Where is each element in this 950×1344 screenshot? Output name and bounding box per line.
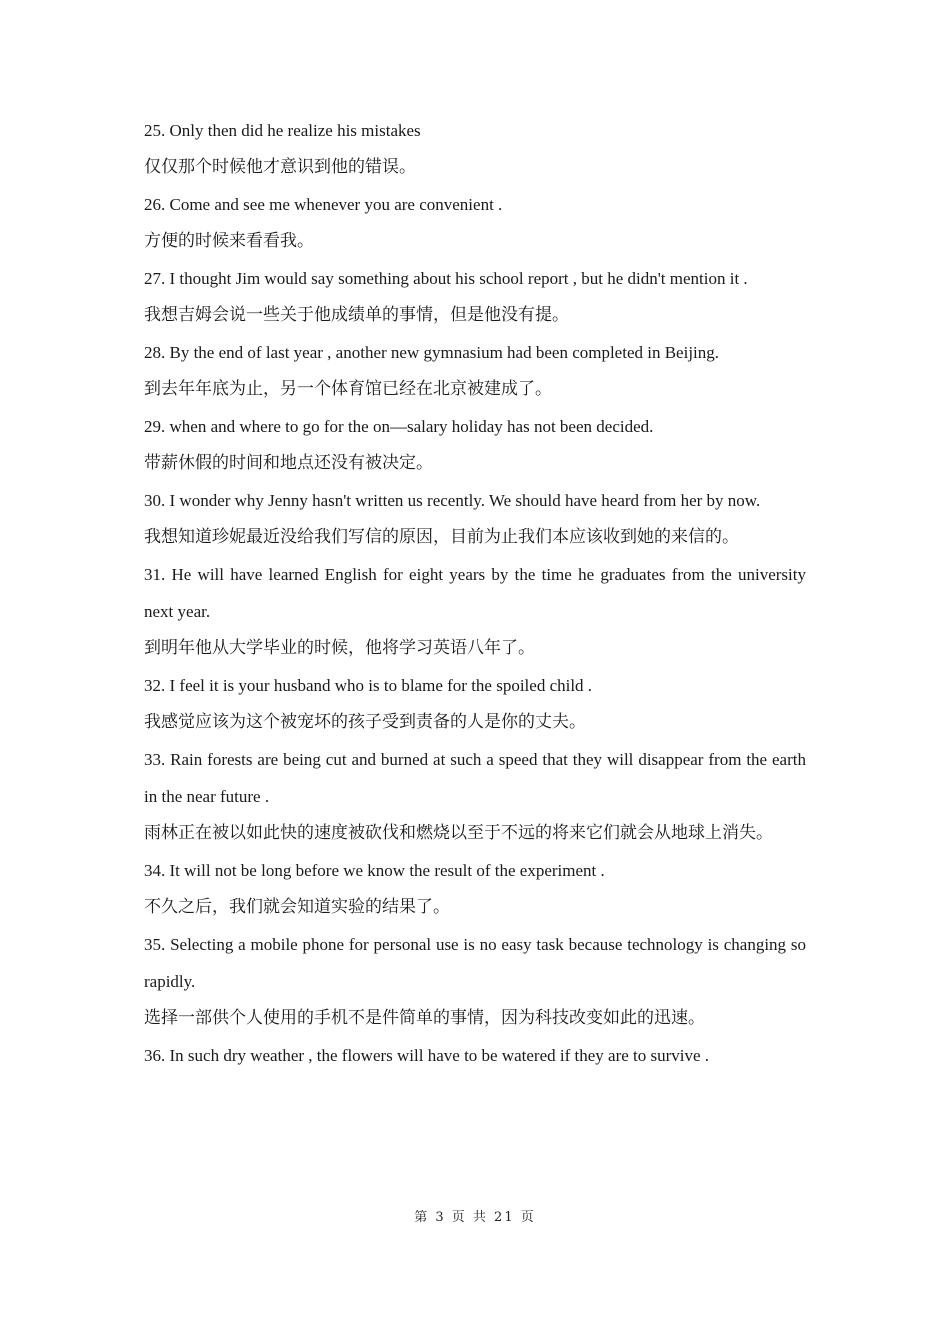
sentence-en-33: 33. Rain forests are being cut and burned at such a speed that they will disappear from the earth in the near future .	[144, 750, 806, 806]
sentence-zh-30: 我想知道珍妮最近没给我们写信的原因，目前为止我们本应该收到她的来信的。	[144, 527, 739, 547]
sentence-zh-35: 选择一部供个人使用的手机不是件简单的事情，因为科技改变如此的迅速。	[144, 1008, 705, 1028]
sentence-en-31: 31. He will have learned English for eight years by the time he graduates from the university next year.	[144, 565, 806, 621]
sentence-zh-32: 我感觉应该为这个被宠坏的孩子受到责备的人是你的丈夫。	[144, 712, 586, 732]
sentence-zh-33: 雨林正在被以如此快的速度被砍伐和燃烧以至于不远的将来它们就会从地球上消失。	[144, 823, 773, 843]
sentence-zh-29: 带薪休假的时间和地点还没有被决定。	[144, 453, 433, 473]
sentence-zh-26: 方便的时候来看看我。	[144, 231, 314, 251]
sentence-en-34: 34. It will not be long before we know the result of the experiment .	[144, 861, 605, 880]
sentence-en-36: 36. In such dry weather , the flowers will have to be watered if they are to survive .	[144, 1046, 710, 1065]
sentence-en-32: 32. I feel it is your husband who is to blame for the spoiled child .	[144, 676, 593, 695]
sentence-zh-31: 到明年他从大学毕业的时候，他将学习英语八年了。	[144, 638, 535, 658]
sentence-en-29: 29. when and where to go for the on—salary holiday has not been decided.	[144, 417, 654, 436]
sentence-en-25: 25. Only then did he realize his mistakes	[144, 121, 421, 140]
sentence-zh-34: 不久之后，我们就会知道实验的结果了。	[144, 897, 450, 917]
sentence-en-26: 26. Come and see me whenever you are convenient .	[144, 195, 503, 214]
sentence-zh-25: 仅仅那个时候他才意识到他的错误。	[144, 157, 416, 177]
sentence-zh-28: 到去年年底为止，另一个体育馆已经在北京被建成了。	[144, 379, 552, 399]
sentence-list	[144, 112, 806, 1074]
page-footer: 第 3 页 共 21 页	[414, 1210, 536, 1225]
sentence-en-35: 35. Selecting a mobile phone for personal use is no easy task because technology is changing so rapidly.	[144, 935, 806, 991]
sentence-en-28: 28. By the end of last year , another new gymnasium had been completed in Beijing.	[144, 343, 720, 362]
sentence-en-30: 30. I wonder why Jenny hasn't written us recently. We should have heard from her by now.	[144, 491, 761, 510]
sentence-zh-27: 我想吉姆会说一些关于他成绩单的事情，但是他没有提。	[144, 305, 569, 325]
sentence-en-27: 27. I thought Jim would say something about his school report , but he didn't mention it .	[144, 269, 748, 288]
